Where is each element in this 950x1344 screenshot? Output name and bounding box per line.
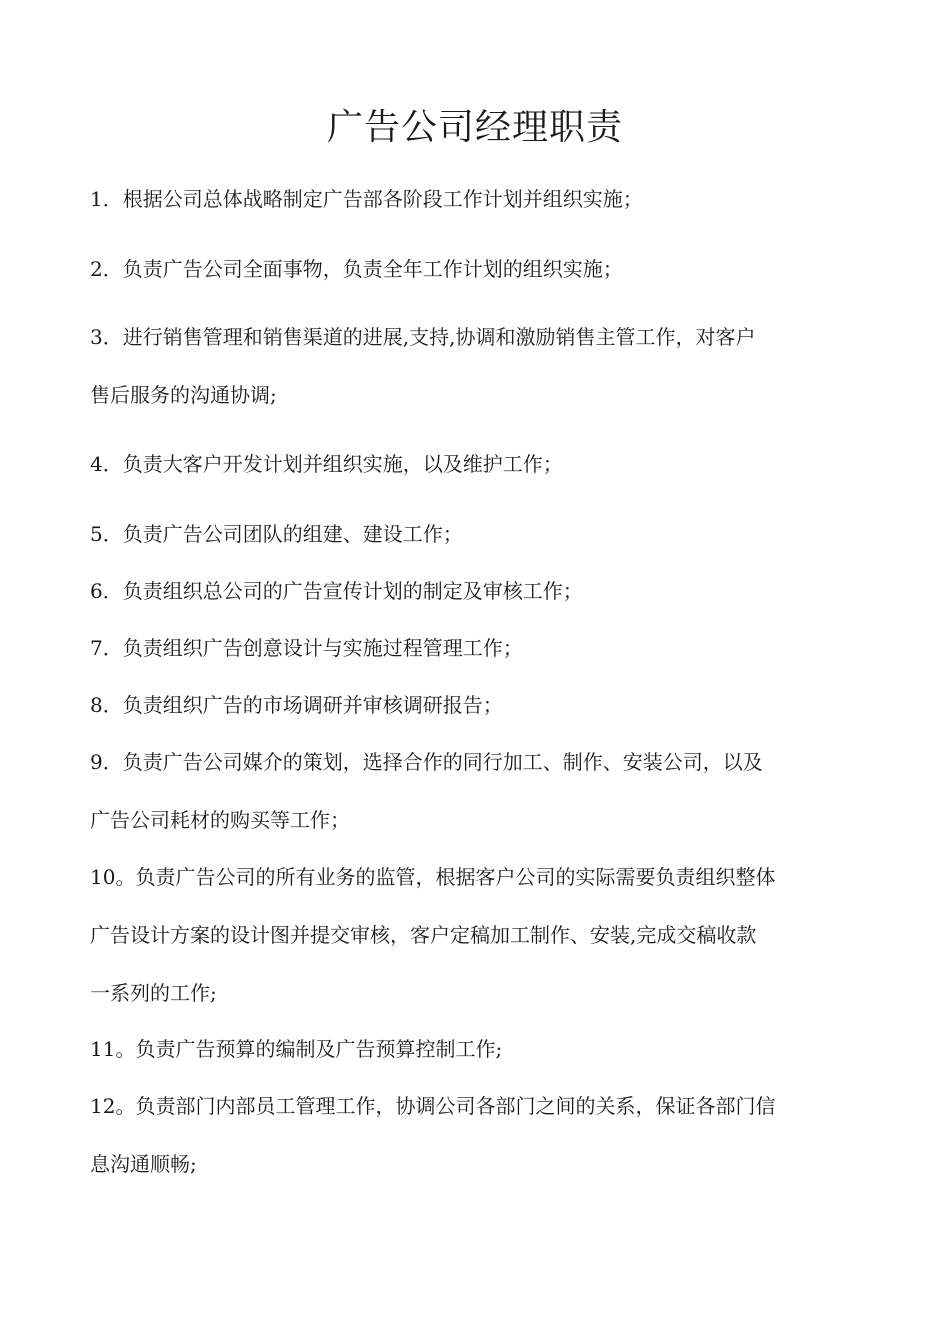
- duty-line: 息沟通顺畅;: [90, 1152, 197, 1176]
- duty-line: 8．负责组织广告的市场调研并审核调研报告；: [90, 693, 503, 717]
- duty-item-9: [90, 733, 860, 849]
- duty-line: 2．负责广告公司全面事物，负责全年工作计划的组织实施；: [90, 257, 623, 281]
- duty-item-4: [90, 435, 860, 493]
- duty-line: 广告公司耗材的购买等工作；: [90, 808, 350, 832]
- document-title: 广告公司经理职责: [326, 107, 623, 148]
- duty-item-12: [90, 1077, 860, 1193]
- duty-item-1: [90, 170, 860, 228]
- duty-line: 9．负责广告公司媒介的策划，选择合作的同行加工、制作、安装公司，以及: [90, 750, 763, 774]
- duty-item-11: [90, 1020, 860, 1078]
- duty-line: 7．负责组织广告创意设计与实施过程管理工作；: [90, 636, 523, 660]
- duty-item-3: [90, 308, 860, 424]
- duty-item-10: [90, 848, 860, 1022]
- duty-line: 4．负责大客户开发计划并组织实施，以及维护工作；: [90, 452, 563, 476]
- duty-line: 1．根据公司总体战略制定广告部各阶段工作计划并组织实施；: [90, 187, 643, 211]
- duty-line: 10。负责广告公司的所有业务的监管，根据客户公司的实际需要负责组织整体: [90, 865, 776, 889]
- duty-item-6: [90, 562, 860, 620]
- duty-line: 12。负责部门内部员工管理工作，协调公司各部门之间的关系，保证各部门信: [90, 1094, 776, 1118]
- duty-line: 5．负责广告公司团队的组建、建设工作；: [90, 522, 463, 546]
- duty-item-5: [90, 505, 860, 563]
- duty-line: 3．进行销售管理和销售渠道的进展,支持,协调和激励销售主管工作，对客户: [90, 325, 756, 349]
- duty-line: 广告设计方案的设计图并提交审核，客户定稿加工制作、安装,完成交稿收款: [90, 923, 757, 947]
- duty-line: 6．负责组织总公司的广告宣传计划的制定及审核工作；: [90, 579, 583, 603]
- duty-line: 一系列的工作;: [90, 981, 217, 1005]
- duty-item-2: [90, 240, 860, 298]
- duty-item-8: [90, 676, 860, 734]
- duty-line: 11。负责广告预算的编制及广告预算控制工作;: [90, 1037, 503, 1061]
- duty-line: 售后服务的沟通协调;: [90, 383, 277, 407]
- duty-item-7: [90, 619, 860, 677]
